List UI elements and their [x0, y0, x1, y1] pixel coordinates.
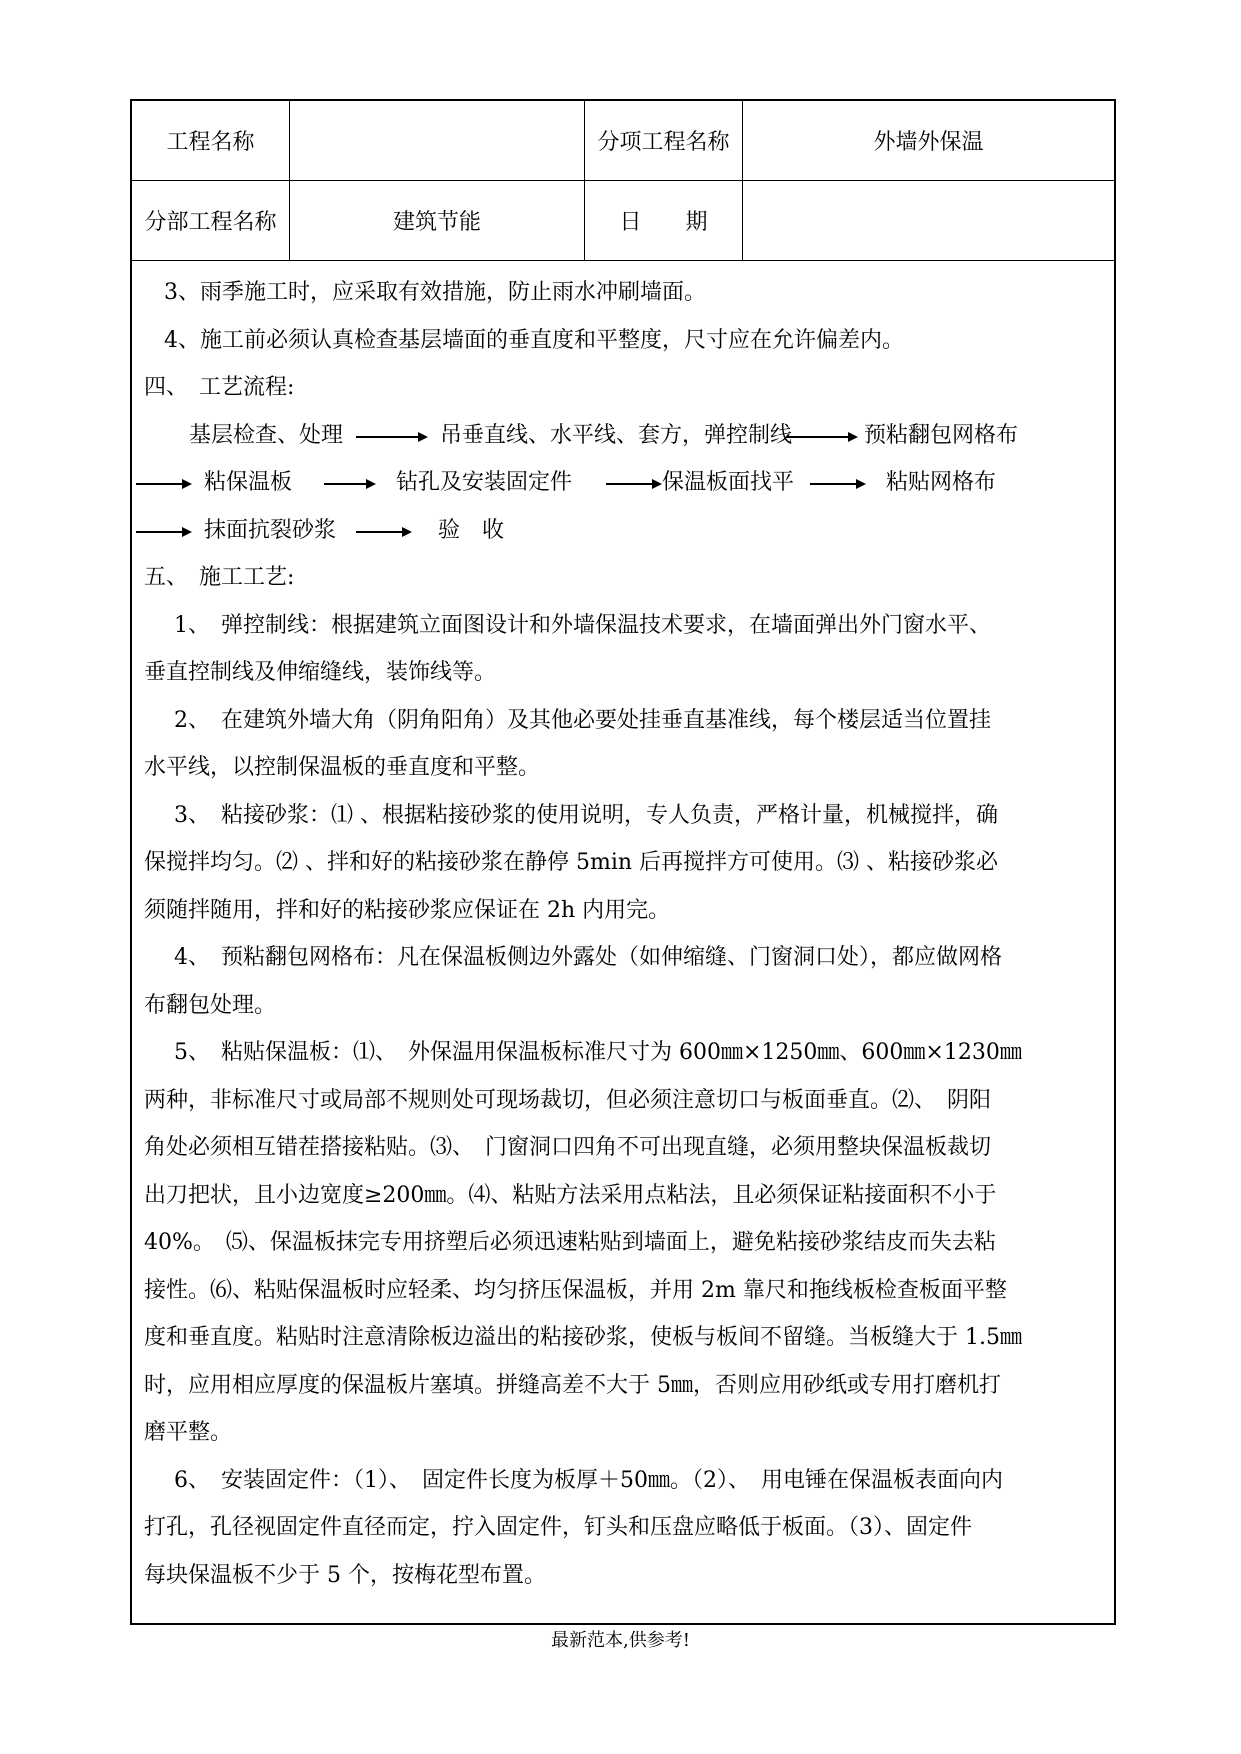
- paragraph-6-line: 每块保温板不少于 5 个，按梅花型布置。: [144, 1562, 546, 1588]
- column-divider: [289, 101, 290, 261]
- arrow-right-icon: [136, 526, 192, 538]
- item-3: 3、雨季施工时，应采取有效措施，防止雨水冲刷墙面。: [164, 280, 706, 305]
- item-4: 4、施工前必须认真检查基层墙面的垂直度和平整度，尺寸应在允许偏差内。: [164, 327, 904, 353]
- paragraph-2-line: 水平线，以控制保温板的垂直度和平整。: [144, 755, 541, 780]
- project-name-value: [290, 101, 584, 180]
- paragraph-5-line: 磨平整。: [144, 1420, 233, 1445]
- date-label: 日 期: [619, 210, 708, 235]
- paragraph-5-line: 两种，非标准尺寸或局部不规则处可现场裁切，但必须注意切口与板面垂直。⑵、 阴阳: [144, 1087, 992, 1113]
- paragraph-4-line: 4、 预粘翻包网格布：凡在保温板侧边外露处（如伸缩缝、门窗洞口处），都应做网格: [174, 945, 1002, 970]
- paragraph-5-line: 出刀把状，且小边宽度≥200㎜。⑷、粘贴方法采用点粘法，且必须保证粘接面积不小于: [144, 1182, 997, 1208]
- paragraph-5-line: 度和垂直度。粘贴时注意清除板边溢出的粘接砂浆，使板与板间不留缝。当板缝大于 1.5㎜: [144, 1325, 1022, 1350]
- paragraph-5-line: 5、 粘贴保温板：⑴、 外保温用保温板标准尺寸为 600㎜×1250㎜、600㎜×1230㎜: [174, 1040, 1022, 1065]
- paragraph-5-line: 40%。 ⑸、保温板抹完专用挤塑后必须迅速粘贴到墙面上，避免粘接砂浆结皮而失去粘: [144, 1230, 996, 1255]
- flow-step: 抹面抗裂砂浆: [204, 517, 337, 543]
- arrow-right-icon: [324, 478, 376, 490]
- paragraph-1-line: 垂直控制线及伸缩缝线，装饰线等。: [144, 660, 497, 685]
- column-divider: [742, 101, 743, 261]
- date-value: [743, 181, 1114, 260]
- arrow-right-icon: [606, 478, 662, 490]
- paragraph-6-line: 打孔，孔径视固定件直径而定，拧入固定件，钉头和压盘应略低于板面。（3）、固定件: [144, 1515, 972, 1540]
- paragraph-6-line: 6、 安装固定件：（1）、 固定件长度为板厚＋50㎜。（2）、 用电锤在保温板表面向内: [174, 1467, 1003, 1493]
- division-value: 建筑节能: [392, 210, 481, 235]
- arrow-right-icon: [356, 526, 412, 538]
- sub-item-value: 外墙外保温: [873, 130, 984, 155]
- footer-note: 最新范本,供参考!: [551, 1630, 690, 1651]
- arrow-right-icon: [136, 478, 192, 490]
- division-label: 分部工程名称: [144, 210, 277, 235]
- body-content: [144, 269, 1106, 1599]
- paragraph-5-line: 时，应用相应厚度的保温板片塞填。拼缝高差不大于 5㎜，否则应用砂纸或专用打磨机打: [144, 1372, 1001, 1398]
- paragraph-3-line: 保搅拌均匀。⑵ 、拌和好的粘接砂浆在静停 5min 后再搅拌方可使用。⑶ 、粘接砂浆必: [144, 850, 999, 875]
- flow-step: 钻孔及安装固定件: [396, 470, 573, 495]
- paragraph-5-line: 角处必须相互错茬搭接粘贴。⑶、 门窗洞口四角不可出现直缝，必须用整块保温板裁切: [144, 1135, 992, 1160]
- paragraph-1-line: 1、 弹控制线：根据建筑立面图设计和外墙保温技术要求，在墙面弹出外门窗水平、: [174, 612, 991, 638]
- arrow-right-icon: [356, 431, 428, 443]
- column-divider: [584, 101, 585, 261]
- project-name-label: 工程名称: [166, 130, 255, 155]
- paragraph-2-line: 2、 在建筑外墙大角（阴角阳角）及其他必要处挂垂直基准线，每个楼层适当位置挂: [174, 707, 991, 733]
- sub-item-label: 分项工程名称: [597, 130, 730, 155]
- arrow-right-icon: [786, 431, 858, 443]
- process-flow-row-2: [144, 459, 1106, 507]
- flow-step: 粘贴网格布: [886, 470, 997, 495]
- paragraph-3-line: 3、 粘接砂浆：⑴ 、根据粘接砂浆的使用说明，专人负责，严格计量，机械搅拌，确: [174, 802, 998, 828]
- flow-step: 验 收: [438, 517, 505, 543]
- flow-step: 预粘翻包网格布: [864, 422, 1019, 448]
- flow-step: 吊垂直线、水平线、套方，弹控制线: [440, 422, 793, 448]
- header-row-2: [132, 181, 1114, 261]
- flow-step: 基层检查、处理: [189, 422, 344, 448]
- paragraph-3-line: 须随拌随用，拌和好的粘接砂浆应保证在 2h 内用完。: [144, 897, 671, 923]
- document-table: [130, 99, 1116, 1625]
- header-row-1: [132, 101, 1114, 181]
- section-5-heading: 五、 施工工艺:: [144, 565, 295, 590]
- paragraph-5-line: 接性。⑹、粘贴保温板时应轻柔、均匀挤压保温板，并用 2m 靠尺和拖线板检查板面平整: [144, 1277, 1007, 1303]
- arrow-right-icon: [810, 478, 866, 490]
- flow-step: 粘保温板: [204, 470, 293, 495]
- process-flow-row-3: [144, 507, 1106, 555]
- flow-step: 保温板面找平: [662, 470, 795, 495]
- section-4-heading: 四、 工艺流程:: [144, 375, 295, 400]
- process-flow-row-1: [144, 412, 1106, 460]
- paragraph-4-line: 布翻包处理。: [144, 992, 277, 1018]
